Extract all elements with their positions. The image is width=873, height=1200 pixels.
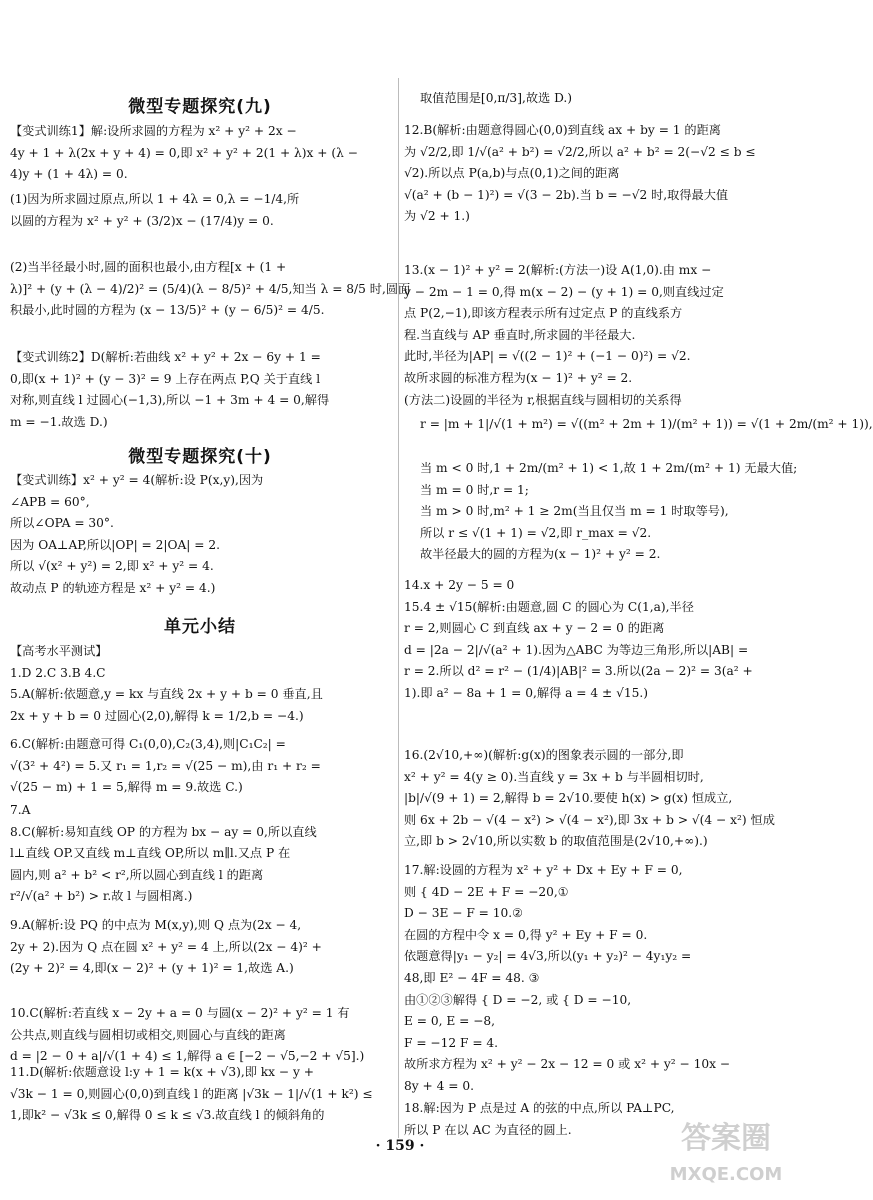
text-line: r = 2,则圆心 C 到直线 ax + y − 2 = 0 的距离	[404, 621, 665, 636]
text-line: 所以 P 在以 AC 为直径的圆上.	[404, 1122, 572, 1137]
text-line: 当 m > 0 时,m² + 1 ≥ 2m(当且仅当 m = 1 时取等号),	[420, 504, 729, 519]
section-title-9: 微型专题探究(九)	[128, 97, 272, 117]
text-line: 10.C(解析:若直线 x − 2y + a = 0 与圆(x − 2)² + y² = 1 有	[10, 1006, 350, 1020]
text-line: 此时,半径为|AP| = √((2 − 1)² + (−1 − 0)²) = √2.	[404, 349, 691, 364]
text-line: 4)y + (1 + 4λ) = 0.	[10, 167, 128, 182]
text-line: m = −1.故选 D.)	[10, 414, 108, 429]
text-line: (2)当半径最小时,圆的面积也最小,由方程[x + (1 +	[10, 260, 287, 274]
text-line: 5.A(解析:依题意,y = kx 与直线 2x + y + b = 0 垂直,且	[10, 687, 323, 702]
watermark-logo	[660, 1108, 792, 1198]
text-line: 故所求方程为 x² + y² − 2x − 12 = 0 或 x² + y² − 10x −	[404, 1057, 731, 1072]
text-line: 当 m = 0 时,r = 1;	[420, 482, 529, 497]
exercise-1-block	[10, 121, 358, 186]
answer-17	[404, 860, 730, 1098]
text-line: 所以 r ≤ √(1 + 1) = √2,即 r_max = √2.	[420, 525, 652, 540]
text-line: 0,即(x + 1)² + (y − 3)² = 9 上存在两点 P,Q 关于直线 l	[10, 371, 321, 386]
text-line: (2y + 2)² = 4,即(x − 2)² + (y + 1)² = 1,故选 A.)	[10, 961, 294, 976]
text-line: 【变式训练1】解:设所求圆的方程为 x² + y² + 2x −	[10, 124, 297, 138]
text-line: 为 √2/2,即 1/√(a² + b²) = √2/2,所以 a² + b² = 2(−√2 ≤ b ≤	[404, 144, 756, 159]
answers-1-5	[10, 641, 323, 727]
text-line: 1,即k² − √3k ≤ 0,解得 0 ≤ k ≤ √3.故直线 l 的倾斜角的	[10, 1108, 325, 1123]
exercise-1-part1	[10, 189, 299, 232]
text-line: 积最小,此时圆的方程为 (x − 13/5)² + (y − 6/5)² = 4/5.	[10, 303, 325, 318]
text-line: 故动点 P 的轨迹方程是 x² + y² = 4.)	[10, 580, 216, 595]
answer-13-radius	[420, 414, 873, 436]
answer-12	[404, 120, 756, 228]
text-line: λ)]² + (y + (λ − 4)/2)² = (5/4)(λ − 8/5)² + 4/5,知当 λ = 8/5 时,圆面	[10, 281, 411, 296]
text-line: (方法二)设圆的半径为 r,根据直线与圆相切的关系得	[404, 392, 682, 407]
text-line: x² + y² = 4(y ≥ 0).当直线 y = 3x + b 与半圆相切时,	[404, 769, 704, 784]
answer-10	[10, 1003, 364, 1068]
text-line: 【变式训练】x² + y² = 4(解析:设 P(x,y),因为	[10, 473, 264, 487]
text-line: 为 √2 + 1.)	[404, 209, 470, 224]
text-line: 【高考水平测试】	[10, 644, 108, 658]
text-line: 15.4 ± √15(解析:由题意,圆 C 的圆心为 C(1,a),半径	[404, 599, 694, 614]
text-line: |b|/√(9 + 1) = 2,解得 b = 2√10.要使 h(x) > g(x) 恒成立,	[404, 791, 733, 806]
exercise-10-block	[10, 470, 263, 600]
text-line: √3k − 1 = 0,则圆心(0,0)到直线 l 的距离 |√3k − 1|/√(1 + k²) ≤	[10, 1086, 373, 1101]
text-line: 程.当直线与 AP 垂直时,所求圆的半径最大.	[404, 327, 636, 342]
text-line: y − 2m − 1 = 0,得 m(x − 2) − (y + 1) = 0,则直线过定	[404, 284, 724, 299]
text-line: 对称,则直线 l 过圆心(−1,3),所以 −1 + 3m + 4 = 0,解得	[10, 393, 330, 408]
answer-18	[404, 1098, 674, 1141]
watermark-text: 答案圈	[681, 1121, 771, 1156]
text-line: d = |2a − 2|/√(a² + 1).因为△ABC 为等边三角形,所以|AB| =	[404, 642, 749, 657]
text-line: 在圆的方程中令 x = 0,得 y² + Ey + F = 0.	[404, 927, 648, 942]
text-line: 18.解:因为 P 点是过 A 的弦的中点,所以 PA⊥PC,	[404, 1101, 675, 1115]
text-line: 故半径最大的圆的方程为(x − 1)² + y² = 2.	[420, 547, 661, 562]
text-line: 8y + 4 = 0.	[404, 1078, 474, 1093]
text-line: d = |2 − 0 + a|/√(1 + 4) ≤ 1,解得 a ∈ [−2 − √5,−2 + √5].)	[10, 1049, 365, 1064]
text-line: 立,即 b > 2√10,所以实数 b 的取值范围是(2√10,+∞).)	[404, 834, 708, 849]
text-line: F = −12 F = 4.	[404, 1035, 499, 1050]
text-line: 16.(2√10,+∞)(解析:g(x)的图象表示圆的一部分,即	[404, 748, 684, 762]
text-line: 依题意得|y₁ − y₂| = 4√3,所以(y₁ + y₂)² − 4y₁y₂ =	[404, 949, 692, 964]
text-line: √(a² + (b − 1)²) = √(3 − 2b).当 b = −√2 时,取得最大值	[404, 187, 729, 202]
text-line: 当 m < 0 时,1 + 2m/(m² + 1) < 1,故 1 + 2m/(m² + 1) 无最大值;	[420, 461, 798, 475]
watermark-url: MXQE.COM	[669, 1164, 783, 1185]
text-line: 6.C(解析:由题意可得 C₁(0,0),C₂(3,4),则|C₁C₂| =	[10, 737, 286, 751]
text-line: 17.解:设圆的方程为 x² + y² + Dx + Ey + F = 0,	[404, 863, 683, 877]
text-line: 所以∠OPA = 30°.	[10, 516, 114, 531]
text-line: 48,即 E² − 4F = 48. ③	[404, 970, 540, 985]
text-line: 圆内,则 a² + b² < r²,所以圆心到直线 l 的距离	[10, 867, 264, 882]
text-line: E = 0, E = −8,	[404, 1014, 496, 1029]
answer-6	[10, 734, 321, 799]
exercise-2-block	[10, 347, 329, 433]
text-line: 点 P(2,−1),即该方程表示所有过定点 P 的直线系方	[404, 306, 683, 321]
answer-16	[404, 745, 775, 853]
text-line: 由①②③解得 { D = −2, 或 { D = −10,	[404, 992, 632, 1007]
answer-9	[10, 915, 322, 980]
text-line: 9.A(解析:设 PQ 的中点为 M(x,y),则 Q 点为(2x − 4,	[10, 918, 302, 932]
answer-13	[404, 260, 724, 411]
text-line: r = 2.所以 d² = r² − (1/4)|AB|² = 3.所以(2a − 2)² = 3(a² +	[404, 664, 753, 679]
text-line: 公共点,则直线与圆相切或相交,则圆心与直线的距离	[10, 1027, 286, 1042]
text-line: 13.(x − 1)² + y² = 2(解析:(方法一)设 A(1,0).由 mx −	[404, 263, 712, 277]
text-line: 2x + y + b = 0 过圆心(2,0),解得 k = 1/2,b = −4.)	[10, 708, 304, 723]
unit-summary-title: 单元小结	[164, 617, 236, 637]
answers-14-15	[404, 575, 753, 705]
text-line: 12.B(解析:由题意得圆心(0,0)到直线 ax + by = 1 的距离	[404, 123, 721, 137]
text-line: 2y + 2).因为 Q 点在圆 x² + y² = 4 上,所以(2x − 4)² +	[10, 939, 322, 954]
text-line: (1)因为所求圆过原点,所以 1 + 4λ = 0,λ = −1/4,所	[10, 192, 300, 206]
text-line: 因为 OA⊥AP,所以|OP| = 2|OA| = 2.	[10, 537, 220, 552]
text-line: 则 6x + 2b − √(4 − x²) > √(4 − x²),即 3x + b > √(4 − x²) 恒成	[404, 812, 775, 827]
text-line: r²/√(a² + b²) > r.故 l 与圆相离.)	[10, 889, 193, 904]
answer-11	[10, 1062, 373, 1127]
answers-7-8	[10, 800, 317, 908]
text-line: 以圆的方程为 x² + y² + (3/2)x − (17/4)y = 0.	[10, 213, 274, 228]
text-line: √(25 − m) + 1 = 5,解得 m = 9.故选 C.)	[10, 780, 243, 795]
text-line: D − 3E − F = 10.②	[404, 906, 524, 921]
text-line: 取值范围是[0,π/3],故选 D.)	[420, 91, 573, 105]
text-line: 14.x + 2y − 5 = 0	[404, 578, 515, 592]
page-number: · 159 ·	[375, 1138, 425, 1154]
text-line: ∠APB = 60°,	[10, 494, 90, 509]
text-line: √(3² + 4²) = 5.又 r₁ = 1,r₂ = √(25 − m),由 r₁ + r₂ =	[10, 758, 321, 773]
column-divider	[398, 78, 399, 1138]
text-line: 所以 √(x² + y²) = 2,即 x² + y² = 4.	[10, 559, 214, 574]
text-line: 故所求圆的标准方程为(x − 1)² + y² = 2.	[404, 370, 633, 385]
answer-11-continued	[420, 88, 572, 110]
text-line: 8.C(解析:易知直线 OP 的方程为 bx − ay = 0,所以直线	[10, 824, 317, 839]
text-line: r = |m + 1|/√(1 + m²) = √((m² + 2m + 1)/(m² + 1)) = √(1 + 2m/(m² + 1)),	[420, 417, 873, 431]
section-title-10: 微型专题探究(十)	[128, 447, 272, 467]
text-line: 1).即 a² − 8a + 1 = 0,解得 a = 4 ± √15.)	[404, 685, 648, 700]
text-line: √2).所以点 P(a,b)与点(0,1)之间的距离	[404, 166, 620, 181]
text-line: 11.D(解析:依题意设 l:y + 1 = k(x + √3),即 kx − y +	[10, 1065, 314, 1079]
text-line: 4y + 1 + λ(2x + y + 4) = 0,即 x² + y² + 2(1 + λ)x + (λ −	[10, 145, 358, 160]
exercise-1-part2	[10, 257, 410, 322]
text-line: 则 { 4D − 2E + F = −20,①	[404, 884, 569, 899]
text-line: 7.A	[10, 803, 31, 817]
text-line: 1.D 2.C 3.B 4.C	[10, 665, 106, 680]
answer-13-cases	[420, 458, 797, 566]
text-line: l⊥直线 OP.又直线 m⊥直线 OP,所以 m∥l.又点 P 在	[10, 846, 291, 861]
text-line: 【变式训练2】D(解析:若曲线 x² + y² + 2x − 6y + 1 =	[10, 350, 321, 364]
